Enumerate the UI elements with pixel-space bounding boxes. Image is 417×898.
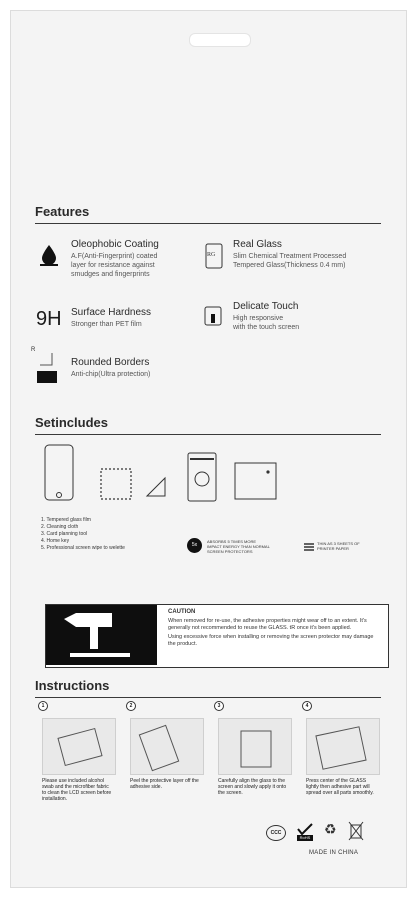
setincludes-heading: Setincludes [35,415,108,430]
weee-bin-icon [348,821,364,841]
real-glass-title: Real Glass [233,239,282,250]
hardness-desc: Stronger than PET film [71,321,142,328]
instructions-divider [35,697,381,698]
setincludes-divider [35,434,381,435]
nine-h-label: 9H [36,308,62,330]
rg-mark: RG [207,252,216,258]
caution-line-reuse: When removed for re-use, the adhesive properties might wear off to an extent. It's generally not recommended to reuse the GLASS. tR once it's been applied. [168,618,367,631]
caution-line-force: Using excessive force when installing or removing the screen protector may damage the product. [168,634,374,647]
step-1-number: 1 [38,701,48,711]
caution-panel [45,604,389,668]
step-3-text: Carefully align the glass to the screen and slowly apply it onto the screen. [218,778,287,796]
clean-screen-icon [43,719,115,774]
peel-layer-icon [131,719,203,774]
oil-drop-icon [39,244,59,266]
rohs-mark-icon: RoHS [297,823,313,841]
thin-layers-icon [303,540,315,552]
recycle-icon: ♻ [324,821,337,837]
step-3-illustration [218,718,292,775]
caution-illustration [46,605,157,665]
real-glass-desc: Slim Chemical Treatment Processed Tempered Glass(Thickness 0.4 mm) [233,253,347,269]
packaging-card [10,10,407,888]
card-tool-icon [145,476,167,498]
rounded-border-icon [36,351,66,385]
features-heading: Features [35,204,90,219]
oleophobic-title: Oleophobic Coating [71,239,159,250]
package-contents-list: 1. Tempered glass film 2. Cleaning cloth 3. Card planning tool 4. Home key 5. Professional screen wipe to welette [41,517,125,551]
align-glass-icon [219,719,291,774]
step-3-number: 3 [214,701,224,711]
ccc-mark-icon: CCC [266,825,286,841]
touch-title: Delicate Touch [233,301,299,312]
rounded-title: Rounded Borders [71,357,150,368]
step-2-text: Peel the protective layer off the adhesive side. [130,778,199,790]
instructions-heading: Instructions [35,678,110,693]
step-4-number: 4 [302,701,312,711]
hardness-title: Surface Hardness [71,307,152,318]
phone-glass-film-icon [44,444,74,501]
impact-badge-text: ABSORBS 5 TIMES MORE IMPACT ENERGY THAN NORMAL SCREEN PROTECTORS [207,539,270,554]
step-1-text: Please use included alcohol swab and the microfiber fabric to clean the LCD screen before installation. [42,778,112,802]
step-2-illustration [130,718,204,775]
step-1-illustration [42,718,116,775]
touch-desc: High responsive with the touch screen [233,315,300,331]
thin-badge-text: THIN AS 3 SHEETS OF PRINTER PAPER [317,541,360,551]
caution-title: CAUTION [168,609,196,615]
press-center-icon [307,719,379,774]
made-in-label: MADE IN CHINA [309,850,359,856]
r-mark: R [31,347,36,353]
hang-hole [189,33,251,47]
features-divider [35,223,381,224]
oleophobic-desc: A.F(Anti-Fingerprint) coated layer for resistance against smudges and fingerprints [71,253,158,278]
screen-wipe-icon [234,462,277,500]
cleaning-cloth-icon [98,466,134,502]
step-4-text: Press center of the GLASS lightly then adhesive part will spread over all parts smoothly. [306,778,374,796]
step-2-number: 2 [126,701,136,711]
home-key-icon [187,452,217,502]
caution-text [168,609,382,648]
impact-badge-icon: 5x [187,538,202,553]
rounded-desc: Anti-chip(Ultra protection) [71,371,151,378]
step-4-illustration [306,718,380,775]
touch-icon [204,304,222,326]
hammer-icon [46,605,157,665]
